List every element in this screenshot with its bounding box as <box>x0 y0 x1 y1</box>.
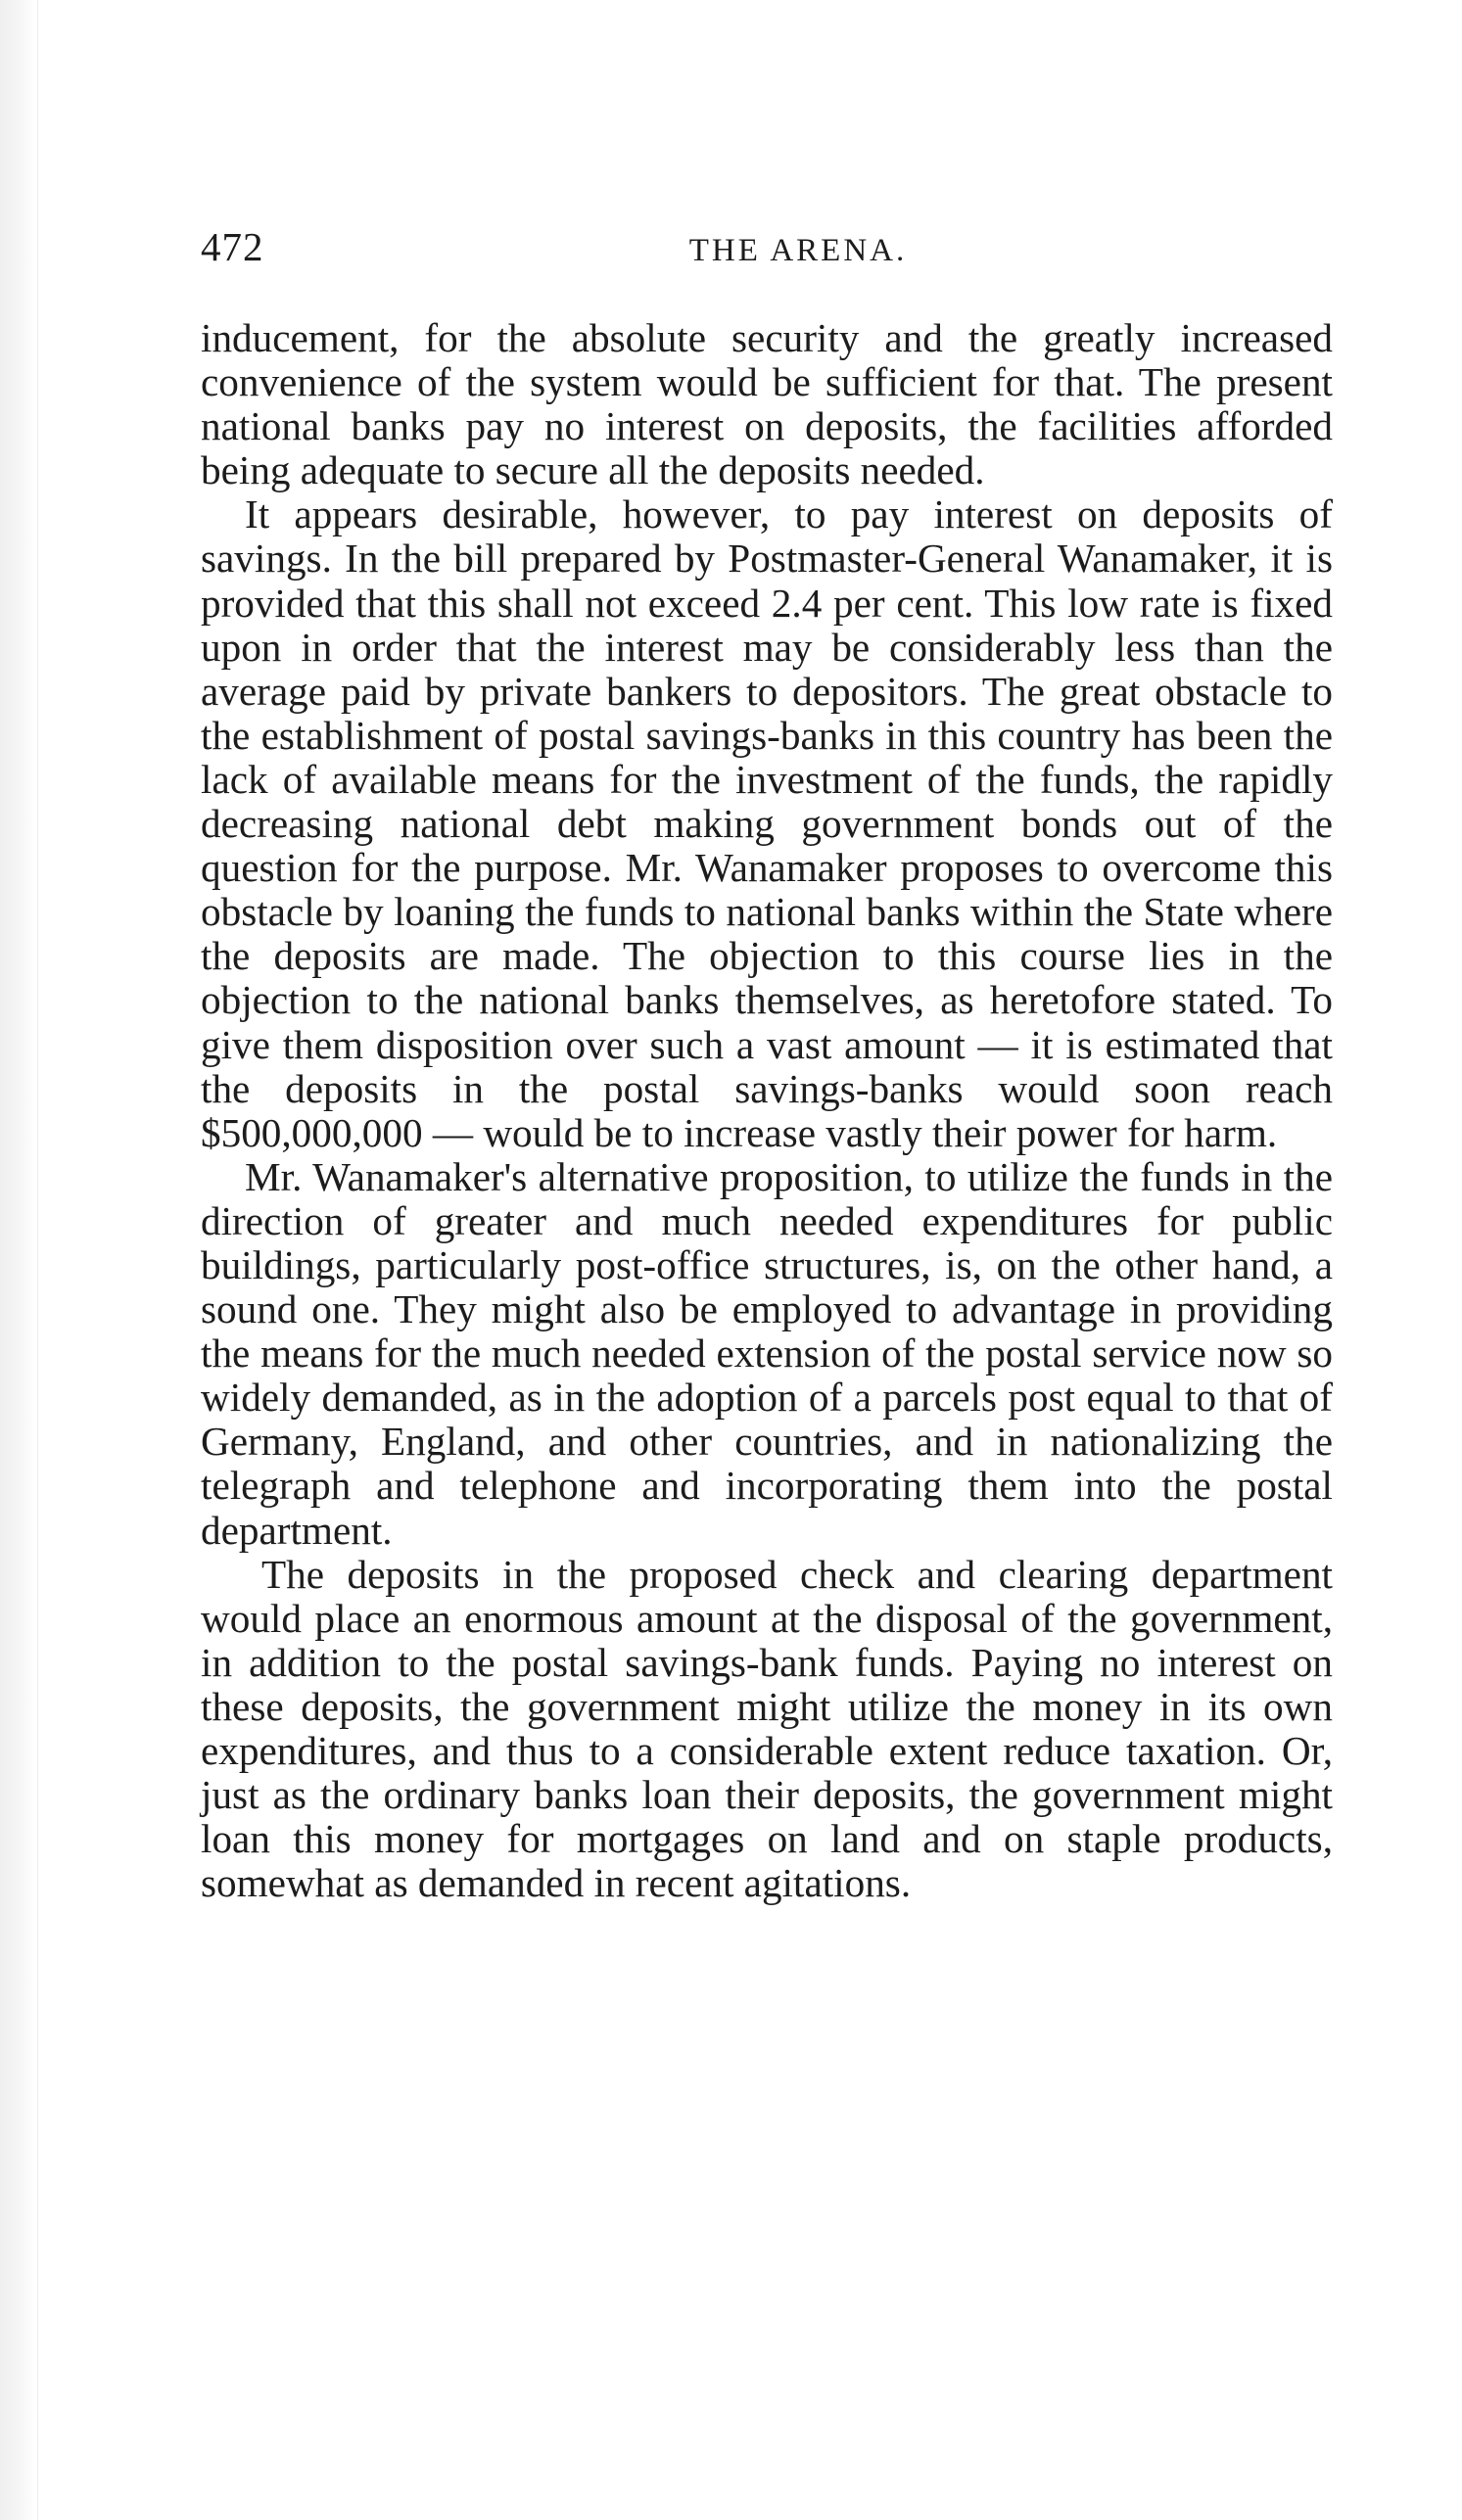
page-header <box>201 219 1337 278</box>
page-gutter <box>0 0 38 2520</box>
paragraph-4: The deposits in the proposed check and clearing department would place an enormous amount at the disposal of the government, in addition to the postal savings-bank funds. Paying no interest on these deposits, the government might utilize the money in its own expenditures, and thus to a considerable extent reduce taxation. Or, just as the ordinary banks loan their deposits, the government might loan this money for mortgages on land and on staple products, somewhat as demanded in recent agitations. <box>201 1551 1333 1906</box>
paragraph-2: It appears desirable, however, to pay interest on deposits of savings. In the bill prepared by Postmaster-General Wanamaker, it is provided that this shall not exceed 2.4 per cent. This low rate is fixed upon in order that the interest may be considerably less than the average paid by private bankers to depositors. The great obstacle to the establishment of postal savings-banks in this country has been the lack of available means for the investment of the funds, the rapidly decreasing national debt making government bonds out of the question for the purpose. Mr. Wanamaker proposes to overcome this obstacle by loaning the funds to national banks within the State where the deposits are made. The objection to this course lies in the objection to the national banks themselves, as heretofore stated. To give them disposition over such a vast amount — it is estimated that the deposits in the postal savings-banks would soon reach $500,000,000 — would be to increase vastly their power for harm. <box>201 491 1333 1155</box>
page-number: 472 <box>201 224 264 269</box>
running-title: THE ARENA. <box>688 233 908 268</box>
article-body <box>201 316 1333 1905</box>
paragraph-3: Mr. Wanamaker's alternative proposition, to utilize the funds in the direction of greater and much needed expenditures for public buildings, particularly post-office structures, is, on the other hand, a sound one. They might also be employed to advantage in providing the means for the much needed extension of the postal service now so widely demanded, as in the adoption of a parcels post equal to that of Germany, England, and other countries, and in nationalizing the telegraph and telephone and incorporating them into the postal department. <box>201 1153 1333 1553</box>
paragraph-1: inducement, for the absolute security and the greatly increased convenience of the system would be sufficient for that. The present national banks pay no interest on deposits, the facilities afforded being adequate to secure all the deposits needed. <box>201 315 1333 493</box>
